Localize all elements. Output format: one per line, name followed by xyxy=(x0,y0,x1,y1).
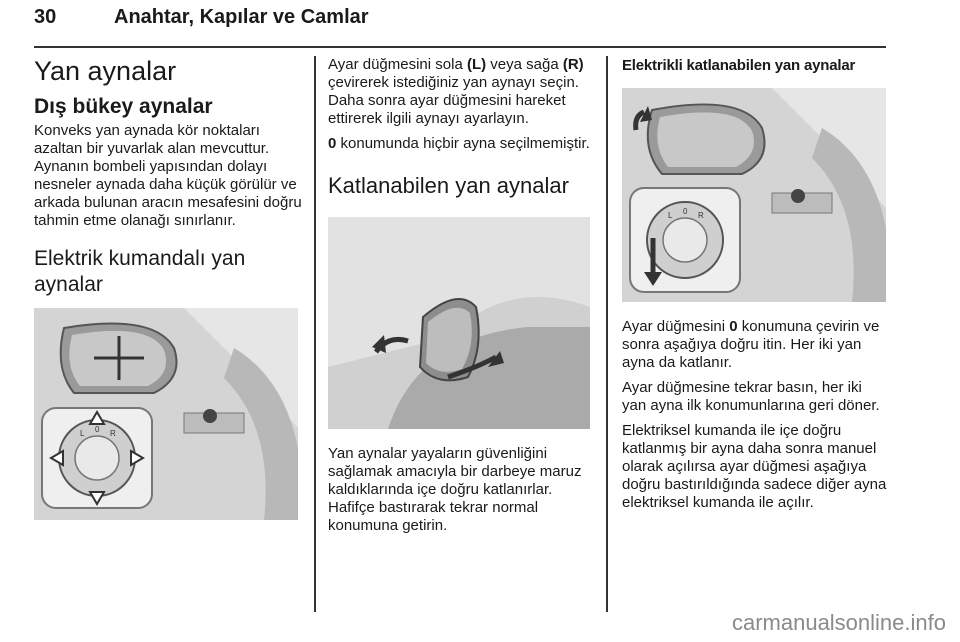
electric-folding-title: Elektrikli katlanabilen yan aynalar xyxy=(622,57,856,74)
convex-mirror-text: Konveks yan aynada kör noktaları azaltan bir yuvarlak alan mevcuttur. Aynanın bombeli yapısından dolayı nesneler aynada daha küçük görülür ve arkada bulunan aracın mesafesini doğru tahmin etme olanağı sınırlanır. xyxy=(34,122,302,229)
knob-label-r: R xyxy=(110,429,116,438)
watermark: carmanualsonline.info xyxy=(731,610,946,635)
column-divider-1 xyxy=(314,56,316,612)
knob-label-l-2: L xyxy=(668,211,673,220)
folding-mirror-text: Yan aynalar yayaların güvenliğini sağlamak amacıyla bir darbeye maruz kaldıklarında içe doğru katlanırlar. Hafifçe bastırarak tekrar normal konumuna getirin. xyxy=(328,445,582,534)
knob-label-r-2: R xyxy=(698,211,704,220)
illustration-folding-mirror xyxy=(328,217,590,429)
position-zero-text: 0 konumunda hiçbir ayna seçilmemiştir. xyxy=(328,135,590,152)
column-1 xyxy=(34,56,302,520)
knob-label-zero: 0 xyxy=(95,425,100,434)
illustration-electric-folding xyxy=(622,88,886,302)
illustration-electric-mirror xyxy=(34,308,298,520)
section-title-folding: Katlanabilen yan aynalar xyxy=(328,173,569,198)
subsection-title-convex: Dış bükey aynalar xyxy=(34,95,213,118)
fold-instruction-text: Ayar düğmesini 0 konumuna çevirin ve sonra aşağıya doğru itin. Her iki yan ayna da katlanır. xyxy=(622,318,880,371)
page-number: 30 xyxy=(34,6,57,28)
column-divider-2 xyxy=(606,56,608,612)
section-title-side-mirrors: Yan aynalar xyxy=(34,56,177,86)
running-title: Anahtar, Kapılar ve Camlar xyxy=(114,6,369,28)
adjust-knob-text: Ayar düğmesini sola (L) veya sağa (R) çevirerek istediğiniz yan aynayı seçin. Daha sonra ayar düğmesini hareket ettirerek ilgili aynayı ayarlayın. xyxy=(328,56,584,127)
unfold-instruction-text: Ayar düğmesine tekrar basın, her iki yan ayna ilk konumunlarına geri döner. xyxy=(622,379,880,414)
page-header xyxy=(34,6,886,46)
column-3 xyxy=(622,56,888,512)
header-rule xyxy=(34,46,886,48)
column-2 xyxy=(328,56,590,535)
knob-label-l: L xyxy=(80,429,85,438)
subsection-title-electric: Elektrik kumandalı yan aynalar xyxy=(34,247,246,296)
manual-open-text: Elektriksel kumanda ile içe doğru katlanmış bir ayna daha sonra manuel olarak açılırsa ayar düğmesi aşağıya doğru bastırıldığında sadece diğer ayna elektriksel kumanda ile açılır. xyxy=(622,422,887,511)
knob-label-zero-2: 0 xyxy=(683,207,688,216)
